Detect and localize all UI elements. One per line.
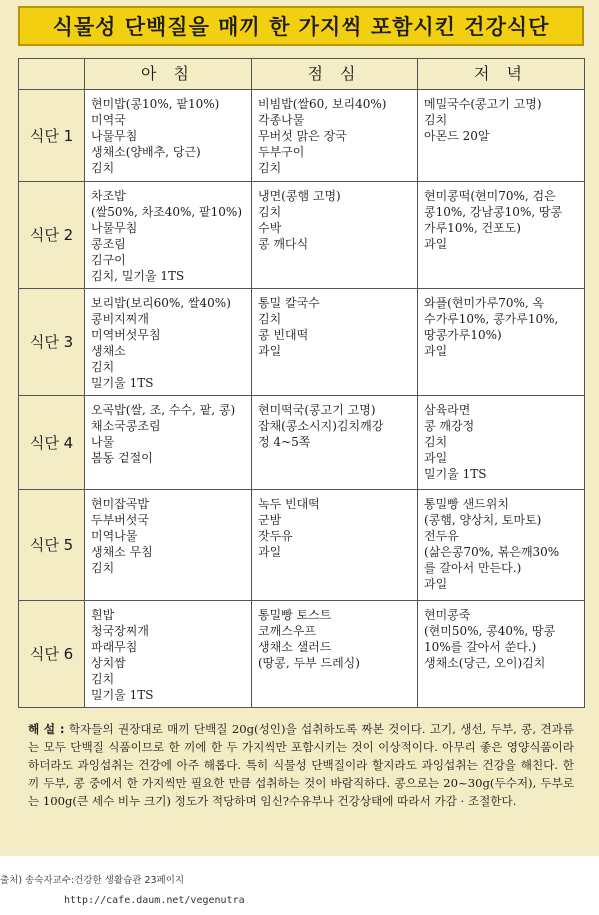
menu-item: 오곡밥(쌀, 조, 수수, 팥, 콩) xyxy=(91,403,236,417)
header-breakfast: 아 침 xyxy=(85,59,252,90)
menu-item: (현미50%, 콩40%, 땅콩 xyxy=(424,624,556,638)
menu-item: 수박 xyxy=(258,221,282,235)
explanation-text: 학자들의 권장대로 매끼 단백질 20g(성인)을 섭취하도록 짜본 것이다. 고기, 생선, 두부, 콩, 견과류는 모두 단백질 식품이므로 한 끼에 한 두 가지씩만 포함시키는 것이 이상적이다. 아무리 좋은 영양식품이라 하더라도 과잉섭취는 건강에 아주 해롭다. 특히 식물성 단백질이라 할지라도 과잉섭취는 건강을 해친다. 한 끼 두부, 콩 중에서 한 가지씩만 필요한 만큼 섭취하는 것이 바람직하다. 콩으로는 20~30g(두수저), 두부로는 100g(큰 세수 비누 크기) 정도가 적당하며 임신?수유부나 건강상태에 따라서 가감 · 조절한다. xyxy=(28,722,575,808)
menu-item: 과일 xyxy=(424,344,448,358)
menu-item: 냉면(콩햄 고명) xyxy=(258,189,341,203)
menu-item: 각종나물 xyxy=(258,113,305,127)
menu-item: 김치 xyxy=(91,360,115,374)
breakfast-cell xyxy=(85,490,252,601)
menu-item: 밀기울 1TS xyxy=(424,467,487,481)
menu-item: 나물무침 xyxy=(91,221,138,235)
menu-item: 과일 xyxy=(424,577,448,591)
menu-item: 통밀빵 토스트 xyxy=(258,608,332,622)
menu-item: 잡채(콩소시지)김치깨강 xyxy=(258,419,384,433)
menu-item: 과일 xyxy=(424,237,448,251)
dinner-cell xyxy=(418,289,585,396)
menu-item: 미역국 xyxy=(91,113,126,127)
menu-item: 가루10%, 건포도) xyxy=(424,221,521,235)
menu-item: 나물무침 xyxy=(91,129,138,143)
menu-item: 무버섯 맑은 장국 xyxy=(258,129,347,143)
menu-item: 현미콩죽 xyxy=(424,608,471,622)
menu-item: 땅콩가루10%) xyxy=(424,328,502,342)
header-lunch: 점 심 xyxy=(252,59,418,90)
menu-item: 김치 xyxy=(91,161,115,175)
menu-item: 김치 xyxy=(91,672,115,686)
menu-item: 차조밥 xyxy=(91,189,126,203)
menu-item: 두부구이 xyxy=(258,145,305,159)
table-row xyxy=(19,182,585,289)
row-label: 식단 6 xyxy=(19,601,85,708)
menu-item: 과일 xyxy=(424,451,448,465)
menu-item: 보리밥(보리60%, 쌀40%) xyxy=(91,296,231,310)
menu-item: 상치쌈 xyxy=(91,656,126,670)
source-url[interactable]: http://cafe.daum.net/vegenutra xyxy=(64,895,245,906)
menu-item: 김치 xyxy=(91,561,115,575)
lunch-cell xyxy=(252,601,418,708)
menu-item: 녹두 빈대떡 xyxy=(258,497,320,511)
menu-item: 김치 xyxy=(424,113,448,127)
menu-item: 봄동 겉절이 xyxy=(91,451,153,465)
dinner-cell xyxy=(418,490,585,601)
dinner-cell xyxy=(418,396,585,490)
menu-item: 콩 깨다식 xyxy=(258,237,309,251)
table-row xyxy=(19,601,585,708)
breakfast-cell xyxy=(85,289,252,396)
menu-item: 청국장찌개 xyxy=(91,624,149,638)
row-label: 식단 2 xyxy=(19,182,85,289)
menu-item: 콩 깨강정 xyxy=(424,419,475,433)
row-label: 식단 1 xyxy=(19,90,85,182)
menu-item: 밀기울 1TS xyxy=(91,376,154,390)
table-row xyxy=(19,90,585,182)
menu-item: 잣두유 xyxy=(258,529,293,543)
menu-item: 삼육라면 xyxy=(424,403,471,417)
table-row xyxy=(19,396,585,490)
lunch-cell xyxy=(252,490,418,601)
lunch-cell xyxy=(252,396,418,490)
lunch-cell xyxy=(252,182,418,289)
header-dinner: 저 녁 xyxy=(418,59,585,90)
menu-item: 콩 빈대떡 xyxy=(258,328,309,342)
diet-table xyxy=(18,58,585,708)
menu-item: 김치 xyxy=(258,161,282,175)
menu-item: 김치 xyxy=(424,435,448,449)
menu-item: 생채소(양배추, 당근) xyxy=(91,145,201,159)
menu-item: 밀기울 1TS xyxy=(91,688,154,702)
menu-item: 현미잡곡밥 xyxy=(91,497,149,511)
menu-item: 김구이 xyxy=(91,253,126,267)
menu-item: 생채소(당근, 오이)김치 xyxy=(424,656,546,670)
lunch-cell xyxy=(252,289,418,396)
menu-item: 정 4~5쪽 xyxy=(258,435,311,449)
menu-item: 생채소 xyxy=(91,344,126,358)
menu-item: 현미떡국(콩고기 고명) xyxy=(258,403,376,417)
menu-item: 과일 xyxy=(258,344,282,358)
menu-item: 전두유 xyxy=(424,529,459,543)
menu-item: 10%를 갈아서 쑨다.) xyxy=(424,640,537,654)
menu-item: (쌀50%, 차조40%, 팥10%) xyxy=(91,205,243,219)
dinner-cell xyxy=(418,601,585,708)
table-row xyxy=(19,289,585,396)
menu-item: 생채소 무침 xyxy=(91,545,153,559)
row-label: 식단 5 xyxy=(19,490,85,601)
dinner-cell xyxy=(418,182,585,289)
menu-item: 생채소 샐러드 xyxy=(258,640,332,654)
lunch-cell xyxy=(252,90,418,182)
menu-item: 현미밥(콩10%, 팥10%) xyxy=(91,97,220,111)
menu-item: 콩조림 xyxy=(91,237,126,251)
menu-item: 콩비지찌개 xyxy=(91,312,149,326)
menu-item: 미역나물 xyxy=(91,529,138,543)
menu-item: 김치, 밀기울 1TS xyxy=(91,269,185,283)
menu-item: 와플(현미가루70%, 옥 xyxy=(424,296,545,310)
menu-item: 과일 xyxy=(258,545,282,559)
menu-item: 파래무침 xyxy=(91,640,138,654)
menu-item: 통밀 칼국수 xyxy=(258,296,320,310)
page-title: 식물성 단백질을 매끼 한 가지씩 포함시킨 건강식단 xyxy=(18,6,584,46)
explanation-label: 해 설 : xyxy=(28,722,65,736)
menu-item: (삶은콩70%, 볶은깨30% xyxy=(424,545,560,559)
table-header-row xyxy=(19,59,585,90)
menu-item: 군밤 xyxy=(258,513,282,527)
menu-item: 두부버섯국 xyxy=(91,513,149,527)
breakfast-cell xyxy=(85,396,252,490)
menu-item: (땅콩, 두부 드레싱) xyxy=(258,656,360,670)
menu-item: 통밀빵 샌드위치 xyxy=(424,497,509,511)
corner-cell xyxy=(19,59,85,90)
row-label: 식단 3 xyxy=(19,289,85,396)
breakfast-cell xyxy=(85,182,252,289)
table-row xyxy=(19,490,585,601)
menu-item: 김치 xyxy=(258,312,282,326)
breakfast-cell xyxy=(85,601,252,708)
menu-item: 김치 xyxy=(258,205,282,219)
explanation xyxy=(18,712,584,846)
menu-item: 코깨스우프 xyxy=(258,624,316,638)
menu-item: 아몬드 20알 xyxy=(424,129,490,143)
menu-item: (콩햄, 양상치, 토마토) xyxy=(424,513,542,527)
menu-item: 미역버섯무침 xyxy=(91,328,161,342)
menu-item: 현미콩떡(현미70%, 검은 xyxy=(424,189,556,203)
source-caption: 출처) 송숙자교수:건강한 생활습관 23페이지 xyxy=(0,875,185,886)
menu-item: 수가루10%, 콩가루10%, xyxy=(424,312,559,326)
menu-item: 흰밥 xyxy=(91,608,115,622)
menu-item: 채소국콩조림 xyxy=(91,419,161,433)
menu-item: 메밀국수(콩고기 고명) xyxy=(424,97,542,111)
menu-item: 비빔밥(쌀60, 보리40%) xyxy=(258,97,387,111)
dinner-cell xyxy=(418,90,585,182)
menu-item: 나물 xyxy=(91,435,115,449)
menu-item: 를 갈아서 만든다.) xyxy=(424,561,522,575)
breakfast-cell xyxy=(85,90,252,182)
row-label: 식단 4 xyxy=(19,396,85,490)
menu-item: 콩10%, 강남콩10%, 땅콩 xyxy=(424,205,563,219)
